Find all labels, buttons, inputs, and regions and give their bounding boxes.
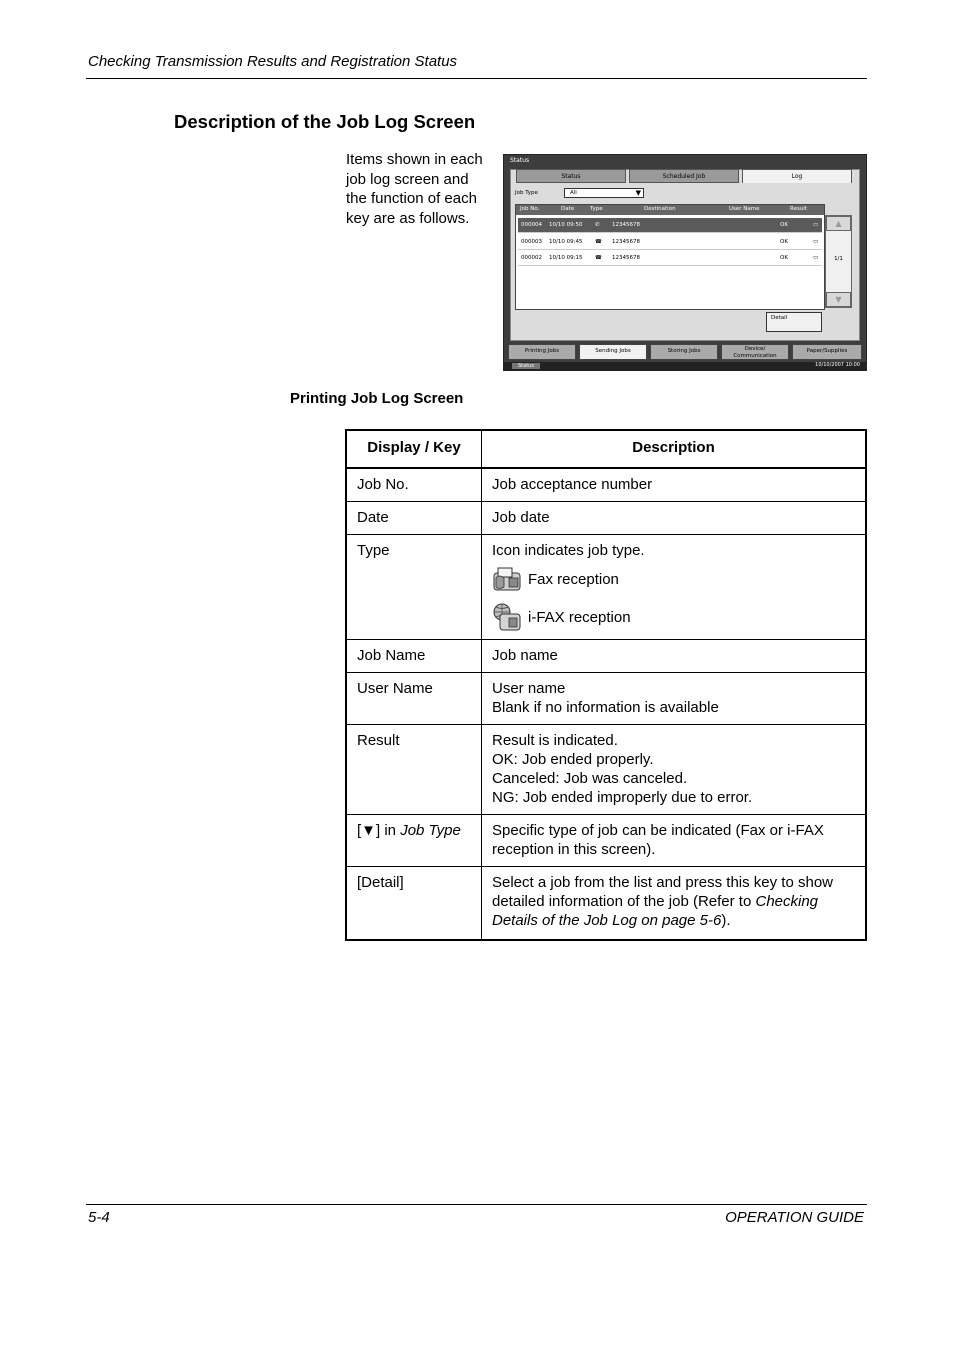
row-destination: 12345678	[612, 222, 640, 228]
intro-line: the function of each	[346, 190, 477, 207]
tab-status[interactable]: Status	[516, 169, 626, 183]
intro-text	[346, 150, 496, 228]
desc-line: OK: Job ended properly.	[492, 751, 654, 768]
scroll-down-button[interactable]: ▼	[826, 292, 851, 307]
job-log-screen-image	[503, 154, 867, 371]
tab-scheduled-job[interactable]: Scheduled Job	[629, 169, 739, 183]
table-row	[346, 502, 866, 535]
job-type-value: All	[570, 190, 577, 196]
row-job-no: 000004	[521, 222, 542, 228]
row-destination: 12345678	[612, 239, 640, 245]
section-title: Description of the Job Log Screen	[174, 111, 476, 132]
header-rule	[86, 78, 867, 79]
desc-line: Result is indicated.	[492, 732, 618, 749]
screen-title: Status	[510, 157, 530, 164]
ifax-icon: ✆	[595, 222, 600, 228]
desc-text: Select a job from the list and press this key to show detailed information of the job (Refer to	[492, 874, 833, 910]
page-number: 5-4	[88, 1209, 110, 1226]
row-key	[346, 815, 482, 867]
list-item[interactable]	[518, 218, 822, 233]
row-key: Date	[346, 502, 482, 535]
type-desc-text: Icon indicates job type.	[492, 542, 645, 559]
job-log-list	[515, 204, 825, 310]
row-result: OK	[780, 239, 788, 245]
list-scrollbar[interactable]	[825, 215, 852, 308]
dropdown-arrow-icon: ▼	[635, 189, 641, 197]
fax-icon: ☎	[595, 255, 602, 261]
detail-icon: ▭	[813, 222, 819, 228]
table-row	[346, 725, 866, 815]
row-key: Job Name	[346, 640, 482, 673]
page-indicator: 1/1	[834, 256, 843, 262]
sub-heading: Printing Job Log Screen	[290, 390, 464, 407]
desc-line: NG: Job ended improperly due to error.	[492, 789, 753, 806]
detail-button[interactable]: Detail	[766, 312, 822, 332]
key-text: [▼] in	[357, 822, 401, 839]
row-date: 10/10 09:15	[549, 255, 583, 261]
table-row	[346, 640, 866, 673]
row-destination: 12345678	[612, 255, 640, 261]
col-user-name: User Name	[729, 206, 760, 212]
table-header-row	[346, 430, 866, 468]
list-header	[516, 205, 824, 215]
row-job-no: 000002	[521, 255, 542, 261]
footer-rule	[86, 1204, 867, 1205]
list-item[interactable]	[518, 251, 822, 266]
ifax-reception-label: i-FAX reception	[528, 608, 631, 626]
job-type-select[interactable]	[564, 188, 644, 198]
bottom-tab-printing-jobs[interactable]: Printing Jobs	[508, 344, 576, 360]
intro-line: Items shown in each	[346, 151, 483, 168]
desc-line: Blank if no information is available	[492, 699, 719, 716]
detail-icon: ▭	[813, 239, 819, 245]
row-key: User Name	[346, 673, 482, 725]
desc-line: User name	[492, 680, 566, 697]
bottom-tab-storing-jobs[interactable]: Storing Jobs	[650, 344, 718, 360]
row-desc	[482, 725, 867, 815]
table-row	[346, 535, 866, 640]
intro-line: key are as follows.	[346, 209, 470, 227]
row-desc	[482, 867, 867, 941]
desc-text: ).	[721, 912, 731, 929]
table-row	[346, 468, 866, 502]
fax-reception-line	[492, 564, 856, 594]
scroll-up-button[interactable]: ▲	[826, 216, 851, 231]
row-date: 10/10 09:45	[549, 239, 583, 245]
col-result: Result	[790, 206, 807, 212]
col-date: Date	[561, 206, 575, 212]
row-desc: Specific type of job can be indicated (Fax or i-FAX reception in this screen).	[482, 815, 867, 867]
running-header: Checking Transmission Results and Registration Status	[88, 53, 458, 70]
row-result: OK	[780, 255, 788, 261]
row-desc	[482, 535, 867, 640]
col-job-no: Job No.	[520, 206, 540, 212]
tab-log[interactable]: Log	[742, 169, 852, 183]
table-row	[346, 815, 866, 867]
row-desc: Job acceptance number	[482, 468, 867, 502]
fax-icon: ☎	[595, 239, 602, 245]
detail-icon: ▭	[813, 255, 819, 261]
list-item[interactable]	[518, 235, 822, 250]
row-key: Job No.	[346, 468, 482, 502]
row-result: OK	[780, 222, 788, 228]
bottom-tab-device-communication[interactable]: Device/ Communication	[721, 344, 789, 360]
table-row	[346, 867, 866, 941]
ifax-reception-icon	[492, 602, 522, 632]
cross-reference-link[interactable]: Checking Details of the Job Log on page 5-6	[492, 893, 819, 929]
intro-line: job log screen and	[346, 170, 469, 188]
description-table	[345, 429, 867, 941]
status-bar	[504, 362, 866, 370]
row-key: Result	[346, 725, 482, 815]
bottom-tab-sending-jobs[interactable]: Sending Jobs	[579, 344, 647, 360]
row-desc: Job date	[482, 502, 867, 535]
status-chip[interactable]: Status	[512, 363, 540, 369]
clock: 10/10/2007 10:00	[815, 362, 860, 368]
ifax-reception-line	[492, 602, 856, 632]
desc-line: Canceled: Job was canceled.	[492, 770, 688, 787]
row-desc: Job name	[482, 640, 867, 673]
row-key: Type	[346, 535, 482, 640]
col-destination: Destination	[644, 206, 676, 212]
row-key: [Detail]	[346, 867, 482, 941]
guide-title: OPERATION GUIDE	[725, 1209, 864, 1226]
key-italic: Job Type	[400, 822, 461, 839]
col-type: Type	[590, 206, 603, 212]
header-description: Description	[482, 430, 867, 468]
row-desc	[482, 673, 867, 725]
header-display-key: Display / Key	[346, 430, 482, 468]
row-date: 10/10 09:50	[549, 222, 583, 228]
job-type-label: Job Type	[515, 190, 538, 196]
row-job-no: 000003	[521, 239, 542, 245]
bottom-tab-paper-supplies[interactable]: Paper/Supplies	[792, 344, 862, 360]
table-row	[346, 673, 866, 725]
fax-reception-icon	[492, 565, 522, 593]
fax-reception-label: Fax reception	[528, 570, 619, 588]
